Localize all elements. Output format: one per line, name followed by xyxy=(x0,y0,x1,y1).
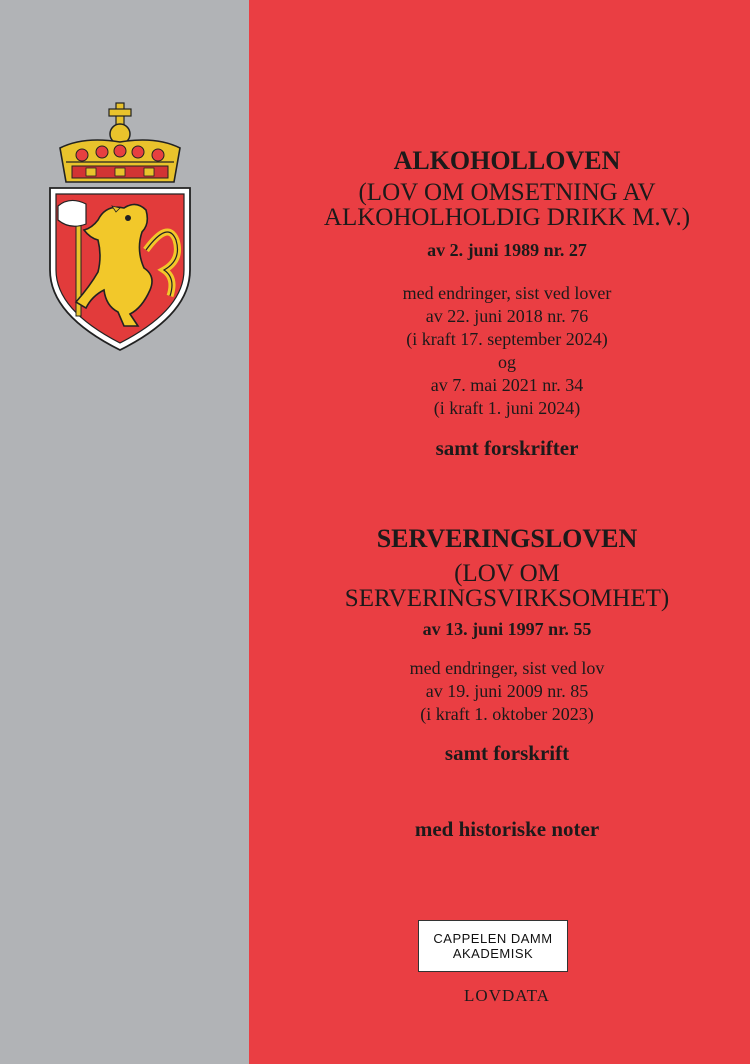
historical-notes-label: med historiske noter xyxy=(414,817,600,841)
law1-date: av 2. juni 1989 nr. 27 xyxy=(427,240,587,260)
law2-date: av 13. juni 1997 nr. 55 xyxy=(422,619,592,639)
law2-amendment-line-3: (i kraft 1. oktober 2023) xyxy=(420,704,594,724)
law1-amendment-line-6: (i kraft 1. juni 2024) xyxy=(433,398,581,418)
law1-title: ALKOHOLLOVEN xyxy=(393,146,621,175)
norwegian-coat-of-arms-icon xyxy=(46,100,194,352)
law1-extra: samt forskrifter xyxy=(435,436,579,460)
law2-subtitle-line-1: (LOV OM xyxy=(454,560,560,587)
law1-amendment-line-4: og xyxy=(498,352,516,372)
law2-amendment-line-1: med endringer, sist ved lov xyxy=(409,658,605,678)
publisher-logo xyxy=(418,920,568,972)
publisher-name-line-2: AKADEMISK xyxy=(452,946,534,961)
law1-amendment-line-2: av 22. juni 2018 nr. 76 xyxy=(425,306,589,326)
law2-amendment-line-2: av 19. juni 2009 nr. 85 xyxy=(425,681,589,701)
law1-subtitle-line-2: ALKOHOLHOLDIG DRIKK M.V.) xyxy=(323,204,691,231)
law1-subtitle-line-1: (LOV OM OMSETNING AV xyxy=(358,179,656,206)
law1-amendment-line-1: med endringer, sist ved lover xyxy=(402,283,612,303)
law2-title: SERVERINGSLOVEN xyxy=(376,524,638,553)
law2-extra: samt forskrift xyxy=(444,741,570,765)
lovdata-label: LOVDATA xyxy=(464,986,550,1005)
law2-subtitle-line-2: SERVERINGSVIRKSOMHET) xyxy=(344,585,670,612)
publisher-name-line-1: CAPPELEN DAMM xyxy=(433,931,553,946)
law1-amendment-line-3: (i kraft 17. september 2024) xyxy=(406,329,608,349)
law1-amendment-line-5: av 7. mai 2021 nr. 34 xyxy=(430,375,584,395)
